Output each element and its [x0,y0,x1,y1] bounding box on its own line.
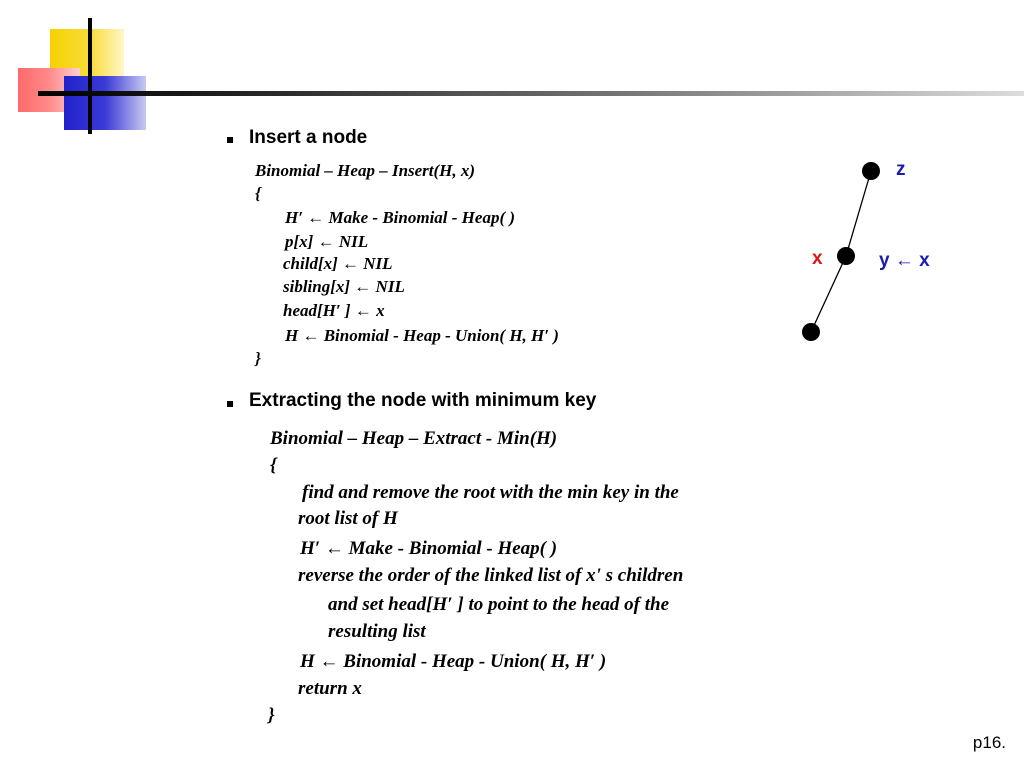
code-line: } [255,349,261,368]
section-heading-extract: Extracting the node with minimum key [249,390,597,411]
code-line: H ← Binomial - Heap - Union( H, H′ ) [300,651,607,672]
code-line: head[H′ ] ← x [283,301,385,320]
slide-logo-decoration [0,0,1024,140]
code-line: H′ ← Make - Binomial - Heap( ) [300,538,558,559]
logo-vertical-line [88,18,92,134]
edge-z-x [846,171,871,256]
code-line: Binomial – Heap – Extract - Min(H) [270,428,558,449]
code-line: p[x] ← NIL [285,232,369,251]
code-line: find and remove the root with the min key in the [302,482,679,503]
node-x [837,247,855,265]
code-line: root list of H [298,508,398,529]
node-z [862,162,880,180]
code-line: resulting list [328,621,426,642]
label-x: x [812,248,823,269]
bullet-icon [227,137,233,143]
title-rule-line [38,91,1024,96]
code-line: { [270,455,277,476]
code-line: { [255,184,261,203]
code-line: child[x] ← NIL [283,254,393,273]
label-y-gets-x: y ← x [879,250,930,271]
code-line: Binomial – Heap – Insert(H, x) [255,161,476,180]
node-child [802,323,820,341]
code-line: } [268,705,275,726]
code-line: reverse the order of the linked list of x' s children [298,565,684,586]
section-heading-insert: Insert a node [249,127,368,148]
code-line: and set head[H′ ] to point to the head of the [328,594,670,615]
page-number: p16. [972,733,1006,752]
label-z: z [896,159,906,180]
code-line: sibling[x] ← NIL [283,277,405,296]
code-line: return x [298,678,362,699]
bullet-icon [227,401,233,407]
code-line: H ← Binomial - Heap - Union( H, H′ ) [285,326,559,345]
logo-blue-square [64,76,146,130]
code-line: H′ ← Make - Binomial - Heap( ) [285,208,516,227]
